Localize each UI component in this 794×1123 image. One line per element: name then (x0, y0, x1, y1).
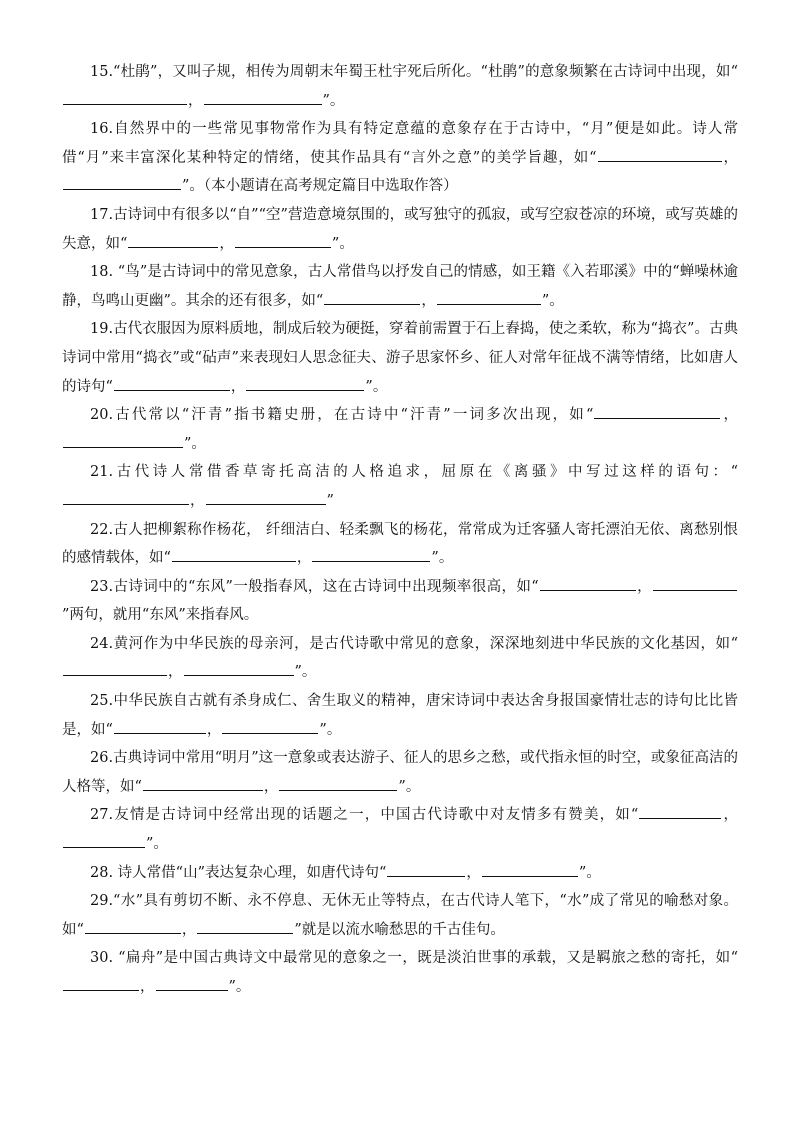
answer-blank[interactable] (387, 859, 465, 877)
question-19 (62, 315, 738, 401)
question-text: ， (636, 578, 653, 595)
question-text: ”。 (365, 378, 388, 395)
answer-blank[interactable] (128, 230, 218, 248)
question-text: 25.中华民族自古就有杀身成仁、舍生取义的精神，唐宋诗词中表达舍身报国豪情壮志的诗句比比皆是，如“ (62, 693, 738, 738)
question-17 (62, 201, 738, 258)
question-text: ”。 (146, 836, 168, 853)
question-27 (62, 801, 738, 858)
question-text: ， (219, 235, 234, 252)
question-text: ”两句，就用“东风”来指春风。 (62, 607, 259, 624)
question-16 (62, 115, 738, 201)
answer-blank[interactable] (63, 430, 183, 448)
answer-blank[interactable] (598, 144, 722, 162)
answer-blank[interactable] (594, 401, 720, 419)
question-text: ”。 (294, 664, 317, 681)
question-text: 15.“杜鹃”，又叫子规，相传为周朝末年蜀王杜宇死后所化。“杜鹃”的意象频繁在古诗词中出现，如“ (90, 64, 738, 80)
question-text: ， (140, 979, 155, 995)
question-25 (62, 687, 738, 744)
question-text: ”。 (319, 721, 342, 738)
answer-blank[interactable] (63, 973, 139, 991)
answer-blank[interactable] (114, 373, 230, 391)
question-text: 22.古人把柳絮称作杨花， 纤细洁白、轻柔飘飞的杨花，常常成为迁客骚人寄托漂泊无依、离愁别恨的感情载体，如“ (62, 521, 738, 567)
question-text: ， (296, 550, 312, 567)
question-text: 18. “鸟”是古诗词中的常见意象，古人常借鸟以抒发自己的情感，如王籍《入若耶溪》中的“蝉噪林逾静，鸟鸣山更幽”。其余的还有很多，如“ (62, 264, 738, 309)
question-text: ”。 (228, 979, 251, 995)
answer-blank[interactable] (156, 973, 228, 991)
answer-blank[interactable] (482, 859, 578, 877)
question-23 (62, 573, 738, 630)
question-text: 17.古诗词中有很多以“自”“空”营造意境氛围的，或写独守的孤寂，或写空寂苍凉的环境，或写英雄的失意，如“ (62, 206, 738, 252)
answer-blank[interactable] (222, 716, 318, 734)
question-text: ， (181, 921, 197, 938)
question-text: ， (206, 721, 222, 738)
answer-blank[interactable] (324, 287, 420, 305)
question-29 (62, 887, 738, 944)
answer-blank[interactable] (63, 87, 187, 105)
question-text: ， (466, 864, 481, 881)
question-text: ”。 (184, 435, 206, 452)
answer-blank[interactable] (143, 773, 263, 791)
question-text: ”。 (541, 292, 564, 309)
answer-blank[interactable] (63, 658, 167, 676)
question-text: 26.古典诗词中常用“明月”这一意象或表达游子、征人的思乡之愁，或代指永恒的时空，或象征高洁的人格等，如“ (62, 750, 738, 795)
question-text: ， (168, 664, 183, 681)
answer-blank[interactable] (204, 87, 322, 105)
question-text: 24.黄河作为中华民族的母亲河，是古代诗歌中常见的意象，深深地刻进中华民族的文化基因，如“ (90, 635, 738, 652)
question-text: ， (230, 378, 246, 395)
question-text: 28. 诗人常借“山”表达复杂心理，如唐代诗句“ (90, 864, 387, 881)
answer-blank[interactable] (653, 573, 737, 591)
answer-blank[interactable] (639, 801, 721, 819)
question-text: ， (722, 149, 739, 166)
question-text: 19.古代衣服因为原料质地，制成后较为硬挺，穿着前需置于石上舂捣，使之柔软，称为“捣衣”。古典诗词中常用“捣衣”或“砧声”来表现妇人思念征夫、游子思家怀乡、征人对常年征战不满等情绪，比如唐人的诗句“ (62, 321, 738, 395)
question-text: 30. “扁舟”是中国古典诗文中最常见的意象之一，既是淡泊世事的承载，又是羁旅之愁的寄托，如“ (90, 950, 738, 967)
question-text: ， (421, 292, 436, 309)
question-text: ”。（本小题请在高考规定篇目中选取作答） (182, 178, 458, 195)
question-text: ”。 (331, 235, 354, 252)
answer-blank[interactable] (437, 287, 541, 305)
answer-blank[interactable] (184, 658, 294, 676)
question-text: 20.古代常以“汗青”指书籍史册，在古诗中“汗青”一词多次出现，如“ (90, 407, 594, 424)
question-15 (62, 58, 738, 115)
question-text: ， (722, 807, 738, 824)
answer-blank[interactable] (235, 230, 331, 248)
question-text: ， (190, 492, 205, 509)
question-text: ”就是以流水喻愁思的千古佳句。 (294, 921, 505, 938)
answer-blank[interactable] (114, 716, 206, 734)
answer-blank[interactable] (63, 830, 145, 848)
question-text: ”。 (322, 92, 345, 109)
question-text: ， (721, 407, 739, 424)
question-30 (62, 944, 738, 1001)
answer-blank[interactable] (279, 773, 397, 791)
question-text: 27.友情是古诗词中经常出现的话题之一，中国古代诗歌中对友情多有赞美，如“ (90, 807, 639, 824)
answer-blank[interactable] (63, 172, 181, 190)
question-text: ， (263, 778, 279, 795)
question-28 (62, 859, 738, 888)
question-text: ， (188, 92, 203, 109)
question-text: 23.古诗词中的“东风”一般指春风，这在古诗词中出现频率很高，如“ (90, 578, 539, 595)
answer-blank[interactable] (246, 373, 364, 391)
question-text: ”。 (578, 864, 601, 881)
question-text: 16.自然界中的一些常见事物常作为具有特定意蕴的意象存在于古诗中，“月”便是如此。诗人常借“月”来丰富深化某种特定的情绪，使其作品具有“言外之意”的美学旨趣，如“ (62, 121, 738, 166)
answer-blank[interactable] (540, 573, 636, 591)
answer-blank[interactable] (85, 916, 181, 934)
question-text: 29.“水”具有剪切不断、永不停息、无休无止等特点，在古代诗人笔下，“水”成了常见的喻愁对象。如“ (62, 893, 738, 938)
answer-blank[interactable] (197, 916, 293, 934)
question-text: ” (326, 492, 334, 509)
question-18 (62, 258, 738, 315)
answer-blank[interactable] (172, 544, 296, 562)
question-26 (62, 744, 738, 801)
question-text: ”。 (431, 550, 454, 567)
answer-blank[interactable] (63, 487, 189, 505)
question-20 (62, 401, 738, 458)
answer-blank[interactable] (206, 487, 326, 505)
answer-blank[interactable] (312, 544, 430, 562)
question-21 (62, 458, 738, 515)
question-list (62, 58, 738, 1002)
question-text: 21.古代诗人常借香草寄托高洁的人格追求，屈原在《离骚》中写过这样的语句：“ (90, 464, 738, 481)
question-24 (62, 630, 738, 687)
question-22 (62, 516, 738, 573)
question-text: ”。 (398, 778, 421, 795)
